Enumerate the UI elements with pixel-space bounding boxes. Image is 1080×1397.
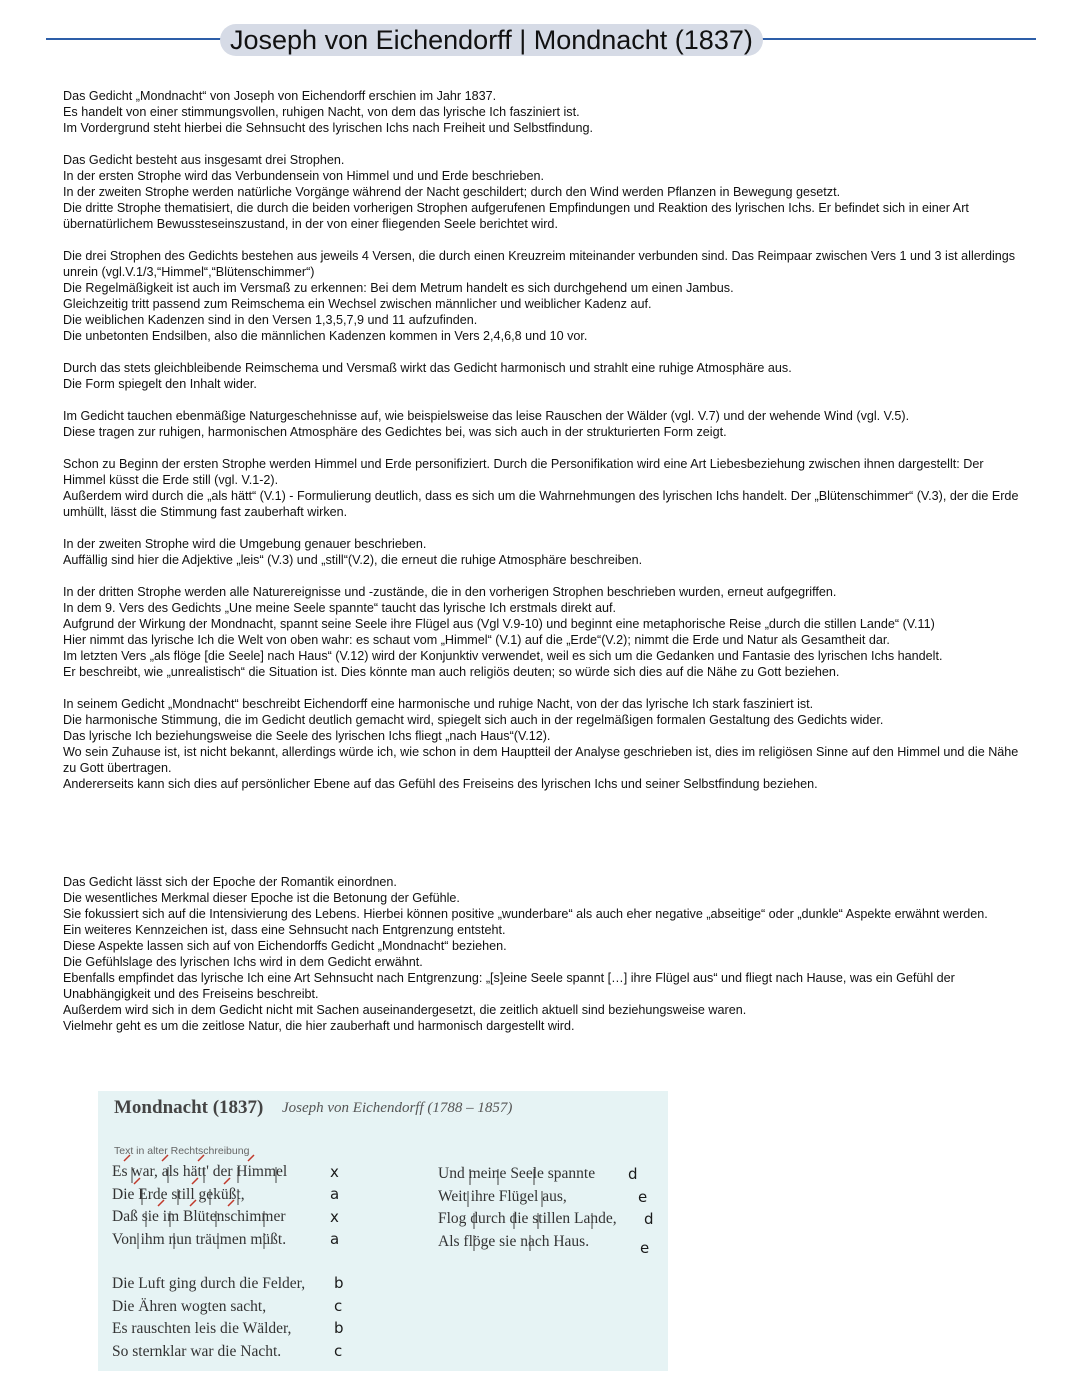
text-line: Ein weiteres Kennzeichen ist, dass eine Sehnsucht nach Entgrenzung entsteht.	[63, 923, 506, 937]
rhyme-mark: b	[334, 1274, 344, 1292]
rhyme-mark: x	[330, 1208, 339, 1226]
text-line: Die wesentliches Merkmal dieser Epoche ist die Betonung der Gefühle.	[63, 891, 460, 905]
stress-mark	[228, 1200, 234, 1206]
text-line: Diese Aspekte lassen sich auf von Eichendorffs Gedicht „Mondnacht“ beziehen.	[63, 939, 507, 953]
text-line: Vielmehr geht es um die zeitlose Natur, die hier zauberhaft und harmonisch dargestellt wird.	[63, 1019, 575, 1033]
paragraph	[63, 248, 1025, 344]
verse-line: Daß sie im Blütenschimmer	[112, 1208, 286, 1225]
verse-line: Flog durch die stillen Lande,	[438, 1210, 617, 1227]
text-line: Gleichzeitig tritt passend zum Reimschema ein Wechsel zwischen männlicher und weiblicher Kadenz auf.	[63, 297, 652, 311]
rhyme-mark: e	[640, 1239, 650, 1257]
text-line: Wo sein Zuhause ist, ist nicht bekannt, allerdings würde ich, wie schon in dem Hauptteil der Analyse geschrieben ist, dies im religiösen Sinne auf den Himmel und die Nähe zu Gott übertragen.	[63, 745, 1019, 775]
stress-mark	[162, 1155, 168, 1161]
rhyme-mark: a	[330, 1185, 340, 1203]
text-line: Hier nimmt das lyrische Ich die Welt von oben wahr: es schaut vom „Himmel“ (V.1) auf die „Erde“(V.2); nimmt die Erde und Natur als Gesamtheit dar.	[63, 633, 890, 647]
text-line: In der zweiten Strophe werden natürliche Vorgänge während der Nacht geschildert; durch den Wind werden Pflanzen in Bewegung gesetzt.	[63, 185, 841, 199]
poem-title: Mondnacht (1837)	[114, 1097, 264, 1118]
rhyme-mark: x	[330, 1163, 339, 1181]
text-line: Die dritte Strophe thematisiert, die durch die beiden vorherigen Strophen aufgerufenen Empfindungen und Reaktion des lyrischen Ichs. Er befindet sich in einer Art übernatürlichem Bewussteseinszustand, in der von einer fliegenden Seele berichtet wird.	[63, 201, 969, 231]
annotation-strokes	[98, 1091, 668, 1371]
text-line: Das Gedicht lässt sich der Epoche der Romantik einordnen.	[63, 875, 397, 889]
stress-mark	[158, 1200, 164, 1206]
verse-line: Die Luft ging durch die Felder,	[112, 1275, 306, 1292]
text-line: Im letzten Vers „als flöge [die Seele] nach Haus“ (V.12) wird der Konjunktiv verwendet, weil es sich um die Gedanken und Fantasie des lyrischen Ichs handelt.	[63, 649, 943, 663]
text-line: In der ersten Strophe wird das Verbundensein von Himmel und und Erde beschrieben.	[63, 169, 544, 183]
verse-line: Und meine Seele spannte	[438, 1165, 596, 1182]
text-line: Die Form spiegelt den Inhalt wider.	[63, 377, 257, 391]
text-line: Sie fokussiert sich auf die Intensivierung des Lebens. Hierbei können positive „wunderbare“ als auch eher negative „abseitige“ oder „dunkle“ Aspekte erwähnt werden.	[63, 907, 988, 921]
verse-line: Es rauschten leis die Wälder,	[112, 1320, 292, 1337]
text-line: Das Gedicht besteht aus insgesamt drei Strophen.	[63, 153, 345, 167]
text-line: Außerdem wird sich in dem Gedicht nicht mit Sachen auseinandergesetzt, die zeitlich aktuell sind beziehungsweise waren.	[63, 1003, 747, 1017]
stress-mark	[192, 1178, 198, 1184]
stress-mark	[134, 1178, 140, 1184]
text-line: Aufgrund der Wirkung der Mondnacht, spannt seine Seele ihre Flügel aus (Vgl V.9-10) und beginnt eine metaphorische Reise „durch die stillen Lande“ (V.11)	[63, 617, 935, 631]
rhyme-mark: a	[330, 1230, 340, 1248]
rhyme-mark: e	[638, 1188, 648, 1206]
text-line: Ebenfalls empfindet das lyrische Ich eine Art Sehnsucht nach Entgrenzung: „[s]eine Seele spannt […] ihre Flügel aus“ und fliegt nach Hause, was ein Gefühl der Unabhängigkeit und des Freiseins beschreibt.	[63, 971, 955, 1001]
text-line: Andererseits kann sich dies auf persönlicher Ebene auf das Gefühl des Freiseins des lyrischen Ichs und seiner Selbstfindung beziehen.	[63, 777, 818, 791]
text-line: Er beschreibt, wie „unrealistisch“ die Situation ist. Dies könnte man auch religiös deuten; so würde sich dies auf die Nähe zu Gott beziehen.	[63, 665, 840, 679]
paragraph	[63, 408, 1025, 440]
text-line: Das lyrische Ich beziehungsweise die Seele des lyrischen Ichs fliegt „nach Haus“(V.12).	[63, 729, 551, 743]
poem-note: Text in alter Rechtschreibung	[114, 1145, 250, 1157]
paragraph	[63, 88, 1025, 136]
paragraph	[63, 696, 1025, 792]
text-line: Im Gedicht tauchen ebenmäßige Naturgeschehnisse auf, wie beispielsweise das leise Rauschen der Wälder (vgl. V.7) und der wehende Wind (vgl. V.5).	[63, 409, 910, 423]
text-line: In dem 9. Vers des Gedichts „Une meine Seele spannte“ taucht das lyrische Ich erstmals direkt auf.	[63, 601, 616, 615]
text-line: Durch das stets gleichbleibende Reimschema und Versmaß wirkt das Gedicht harmonisch und strahlt eine ruhige Atmosphäre aus.	[63, 361, 792, 375]
rhyme-mark: d	[644, 1210, 654, 1228]
text-line: Die harmonische Stimmung, die im Gedicht deutlich gemacht wird, spiegelt sich auch in der regelmäßigen formalen Gestaltung des Gedichts wider.	[63, 713, 884, 727]
text-line: Die unbetonten Endsilben, also die männlichen Kadenzen kommen in Vers 2,4,6,8 und 10 vor.	[63, 329, 588, 343]
verse-line: Die Erde still geküßt,	[112, 1185, 245, 1203]
poem-author: Joseph von Eichendorff (1788 – 1857)	[282, 1100, 513, 1116]
rhyme-mark: d	[628, 1165, 638, 1183]
rhyme-mark: c	[334, 1297, 343, 1315]
text-line: Das Gedicht „Mondnacht“ von Joseph von Eichendorff erschien im Jahr 1837.	[63, 89, 497, 103]
text-line: Die Gefühlslage des lyrischen Ichs wird in dem Gedicht erwähnt.	[63, 955, 423, 969]
stress-mark	[124, 1155, 130, 1161]
verse-line: Als flöge sie nach Haus.	[438, 1232, 590, 1250]
paragraph	[63, 456, 1025, 520]
text-line: Diese tragen zur ruhigen, harmonischen Atmosphäre des Gedichtes bei, was sich auch in der strukturierten Form zeigt.	[63, 425, 727, 439]
stress-mark	[190, 1200, 196, 1206]
text-line: Außerdem wird durch die „als hätt“ (V.1) - Formulierung deutlich, dass es sich um die Wahrnehmungen des lyrischen Ichs handelt. Der „Blütenschimmer“ (V.3), der die Erde umhüllt, lässt die Stimmung fast zauberhaft wirken.	[63, 489, 1019, 519]
stress-mark	[198, 1155, 204, 1161]
paragraph	[63, 536, 1025, 568]
paragraph	[63, 360, 1025, 392]
poem-scan	[98, 1091, 668, 1371]
verse-line: Von ihm nun träumen müßt.	[112, 1230, 287, 1248]
verse-line: Weit ihre Flügel aus,	[438, 1187, 567, 1205]
text-line: Schon zu Beginn der ersten Strophe werden Himmel und Erde personifiziert. Durch die Personifikation wird eine Art Liebesbeziehung zwischen ihnen dargestellt: Der Himmel küsst die Erde still (vgl. V.1-2).	[63, 457, 984, 487]
section-gap	[63, 808, 1025, 874]
rhyme-mark: c	[334, 1342, 343, 1360]
text-line: Die drei Strophen des Gedichts bestehen aus jeweils 4 Versen, die durch einen Kreuzreim miteinander verbunden sind. Das Reimpaar zwischen Vers 1 und 3 ist allerdings unrein (vgl.V.1/3,“Himmel“,“Blütenschimmer“)	[63, 249, 1016, 279]
rhyme-mark: b	[334, 1319, 344, 1337]
verse-line: Es war, als hätt' der Himmel	[112, 1163, 288, 1180]
text-line: Im Vordergrund steht hierbei die Sehnsucht des lyrischen Ichs nach Freiheit und Selbstfindung.	[63, 121, 593, 135]
text-line: In seinem Gedicht „Mondnacht“ beschreibt Eichendorff eine harmonische und ruhige Nacht, von der das lyrische Ich stark fasziniert ist.	[63, 697, 814, 711]
stress-mark	[224, 1178, 230, 1184]
text-line: Die Regelmäßigkeit ist auch im Versmaß zu erkennen: Bei dem Metrum handelt es sich durchgehend um einen Jambus.	[63, 281, 734, 295]
text-line: Die weiblichen Kadenzen sind in den Versen 1,3,5,7,9 und 11 aufzufinden.	[63, 313, 478, 327]
text-line: In der dritten Strophe werden alle Naturereignisse und -zustände, die in den vorherigen Strophen beschrieben wurden, erneut aufgegriffen.	[63, 585, 837, 599]
verse-line: So sternklar war die Nacht.	[112, 1342, 282, 1360]
paragraph	[63, 874, 1025, 1034]
stress-mark	[248, 1155, 254, 1161]
text-line: In der zweiten Strophe wird die Umgebung genauer beschrieben.	[63, 537, 427, 551]
paragraph	[63, 152, 1025, 232]
analysis-text	[63, 88, 1025, 1050]
text-line: Es handelt von einer stimmungsvollen, ruhigen Nacht, von dem das lyrische Ich fasziniert ist.	[63, 105, 580, 119]
paragraph	[63, 584, 1025, 680]
page-title: Joseph von Eichendorff | Mondnacht (1837)	[220, 24, 763, 56]
verse-line: Die Ähren wogten sacht,	[112, 1297, 267, 1315]
text-line: Auffällig sind hier die Adjektive „leis“ (V.3) und „still“(V.2), die erneut die ruhige Atmosphäre beschreiben.	[63, 553, 643, 567]
